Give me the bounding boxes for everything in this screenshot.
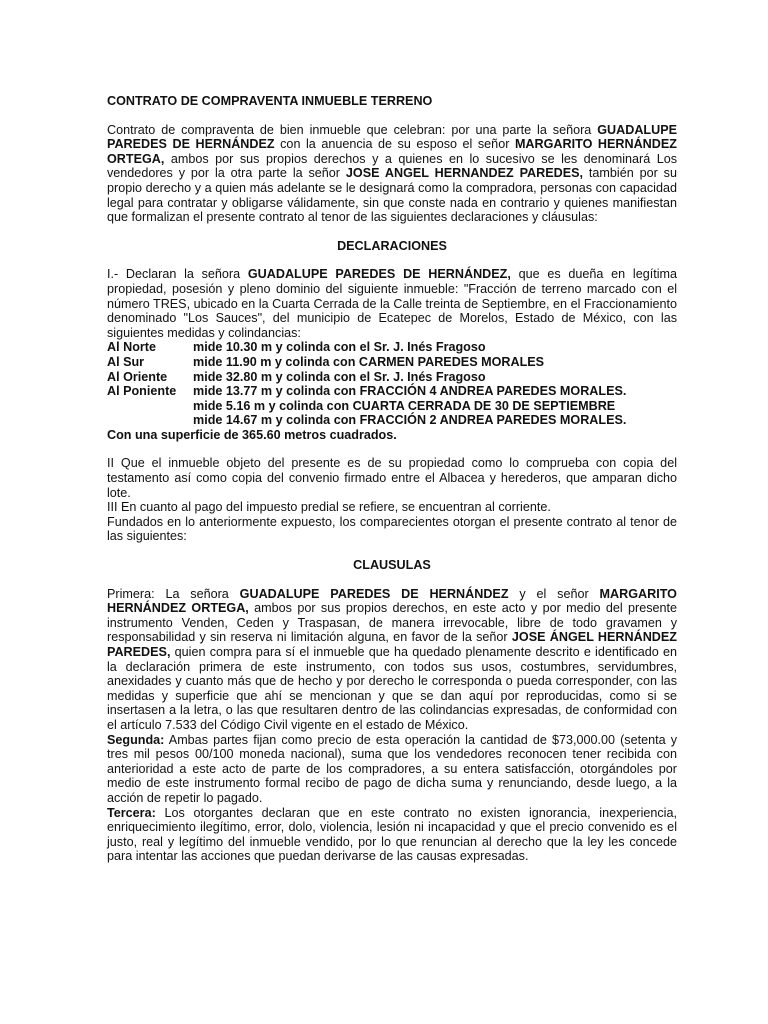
primera-buyer-name: JOSE ÁNGEL HERNÁNDEZ PAREDES, bbox=[107, 630, 677, 659]
primera-seller-name: GUADALUPE PAREDES DE HERNÁNDEZ bbox=[239, 586, 509, 601]
medida-text: mide 14.67 m y colinda con FRACCIÓN 2 ANDREA PAREDES MORALES. bbox=[193, 413, 627, 428]
medida-label bbox=[107, 399, 193, 414]
medida-row bbox=[107, 355, 677, 370]
tercera-text: Los otorgantes declaran que en este contrato no existen ignorancia, inexperiencia, enriquecimiento ilegítimo, error, dolo, violencia, lesión ni incapacidad y que el precio convenido es el justo, real y legítimo del inmueble vendido, por lo que renuncian al derecho que la ley les concede para intentar las acciones que puedan derivarse de las causas expresadas. bbox=[107, 805, 677, 864]
medida-row bbox=[107, 340, 677, 355]
medida-row bbox=[107, 384, 677, 399]
medida-row bbox=[107, 399, 677, 414]
declaracion-1-text-1: I.- Declaran la señora bbox=[107, 267, 248, 282]
clausulas-heading: CLAUSULAS bbox=[353, 558, 431, 573]
intro-text-3: ambos por sus propios derechos y a quienes en lo sucesivo se les denominará Los vendedores y por la otra parte la señor bbox=[107, 151, 677, 181]
primera-text-2: y el señor bbox=[508, 586, 600, 601]
declaracion-fundados: Fundados en lo anteriormente expuesto, los comparecientes otorgan el presente contrato al tenor de las siguientes: bbox=[107, 514, 677, 544]
superficie-line: Con una superficie de 365.60 metros cuadrados. bbox=[107, 427, 397, 442]
intro-seller-name: GUADALUPE PAREDES DE HERNÁNDEZ bbox=[107, 122, 677, 152]
medidas-list bbox=[107, 340, 677, 428]
intro-text-2: con la anuencia de su esposo el señor bbox=[274, 137, 515, 152]
primera-spouse-name: MARGARITO HERNÁNDEZ ORTEGA, bbox=[107, 586, 677, 616]
declaracion-3: III En cuanto al pago del impuesto predial se refiere, se encuentran al corriente. bbox=[107, 500, 551, 515]
segunda-text: Ambas partes fijan como precio de esta operación la cantidad de $73,000.00 (setenta y tres mil pesos 00/100 moneda nacional), suma que los vendedores reconocen tener recibida con anterioridad a este acto de parte de los compradores, a su entera satisfacción, otorgándoles por medio de este instrumento formal recibo de pago de dicha suma y renunciando, desde luego, a la acción de repetir lo pagado. bbox=[107, 732, 677, 805]
medida-text: mide 10.30 m y colinda con el Sr. J. Inés Fragoso bbox=[193, 340, 486, 355]
medida-label: Al Oriente bbox=[107, 369, 168, 384]
tercera-label: Tercera: bbox=[107, 805, 156, 820]
intro-text-4: también por su propio derecho y a quien más adelante se le designará como la compradora, personas con capacidad legal para contratar y obligarse válidamente, sin que conste nada en contrario y quienes manifiestan que formalizan el presente contrato al tenor de las siguientes declaraciones y cláusulas: bbox=[107, 166, 677, 225]
declaracion-1-owner-name: GUADALUPE PAREDES DE HERNÁNDEZ, bbox=[247, 267, 511, 282]
primera-text-1: Primera: La señora bbox=[107, 586, 240, 601]
intro-spouse-name: MARGARITO HERNÁNDEZ ORTEGA, bbox=[107, 137, 677, 166]
medida-text: mide 32.80 m y colinda con el Sr. J. Inés Fragoso bbox=[193, 369, 486, 384]
declaracion-2: II Que el inmueble objeto del presente es de su propiedad como lo comprueba con copia del testamento así como copia del convenio firmado entre el Albacea y herederos, que amparan dicho lote. bbox=[107, 456, 677, 500]
medida-text: mide 13.77 m y colinda con FRACCIÓN 4 ANDREA PAREDES MORALES. bbox=[193, 384, 627, 399]
document-body bbox=[107, 94, 677, 864]
medida-text: mide 11.90 m y colinda con CARMEN PAREDES MORALES bbox=[193, 354, 545, 369]
medida-label: Al Poniente bbox=[107, 384, 177, 399]
declaracion-1-text-2: que es dueña en legítima propiedad, posesión y pleno dominio del siguiente inmueble: "Fracción de terreno marcado con el número TRES, ubicado en la Cuarta Cerrada de la Calle treinta de Septiembre, en el Fraccionamiento denominado "Los Sauces", del municipio de Ecatepec de Morelos, Estado de México, con las siguientes medidas y colindancias: bbox=[107, 267, 678, 340]
clausula-primera bbox=[107, 587, 677, 733]
segunda-label: Segunda: bbox=[107, 732, 165, 747]
medida-label: Al Sur bbox=[107, 354, 145, 369]
clausula-tercera bbox=[107, 806, 677, 864]
clausula-segunda bbox=[107, 733, 677, 806]
medida-row bbox=[107, 370, 677, 385]
intro-text-1: Contrato de compraventa de bien inmueble que celebran: por una parte la señora bbox=[107, 122, 598, 137]
declaracion-1 bbox=[107, 267, 677, 340]
primera-text-3: ambos por sus propios derechos, en este acto y por medio del presente instrumento Venden, Ceden y Traspasan, de manera irrevocable, libre de todo gravamen y responsabilidad y sin reserva ni limitación alguna, en favor de la señor bbox=[107, 601, 677, 645]
declaraciones-heading: DECLARACIONES bbox=[337, 238, 447, 253]
intro-buyer-name: JOSE ANGEL HERNANDEZ PAREDES, bbox=[345, 166, 584, 181]
intro-paragraph bbox=[107, 123, 677, 225]
medida-text: mide 5.16 m y colinda con CUARTA CERRADA DE 30 DE SEPTIEMBRE bbox=[193, 398, 616, 413]
primera-text-4: quien compra para sí el inmueble que ha quedado plenamente descrito e identificado en la declaración primera de este instrumento, con todos sus usos, costumbres, servidumbres, anexidades y cuanto más que de hecho y por derecho le corresponda o pueda corresponder, con las medidas y superficie que ahí se mencionan y que se dan aquí por reproducidas, como si se insertasen a la letra, o las que resultaren dentro de las colindancias expresadas, de conformidad con el artículo 7.533 del Código Civil vigente en el estado de México. bbox=[107, 645, 677, 732]
medida-label bbox=[107, 413, 193, 428]
medida-row bbox=[107, 413, 677, 428]
medida-label: Al Norte bbox=[107, 340, 156, 355]
document-title: CONTRATO DE COMPRAVENTA INMUEBLE TERRENO bbox=[107, 94, 433, 108]
